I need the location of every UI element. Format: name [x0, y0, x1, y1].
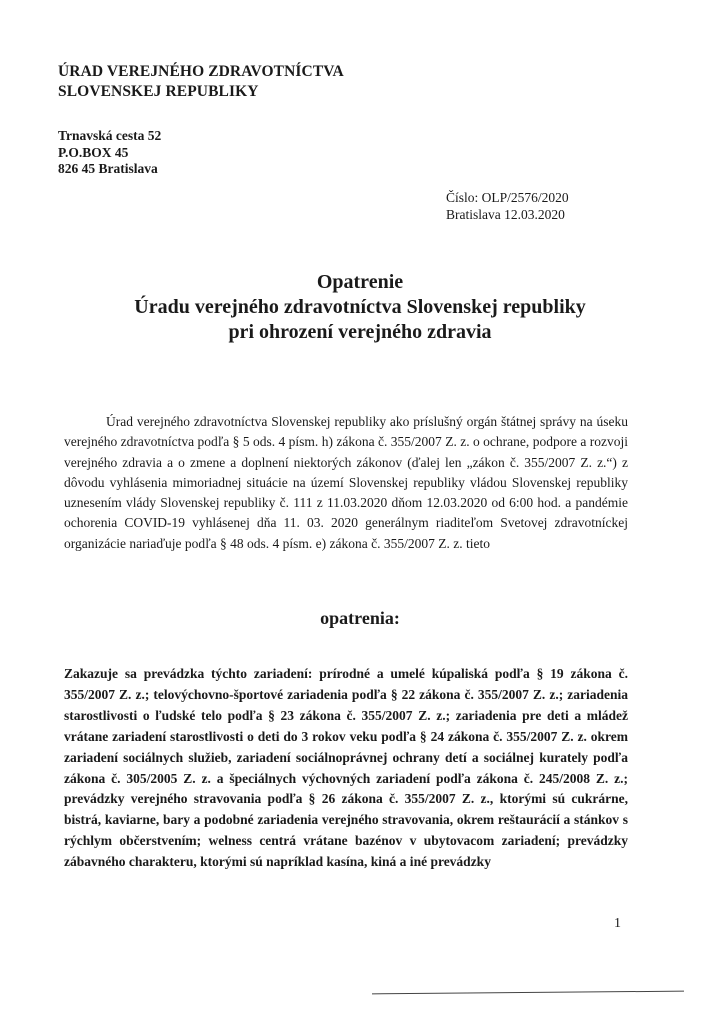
- issuer-address: [58, 128, 161, 178]
- bottom-rule: [372, 991, 684, 995]
- page-number: 1: [614, 916, 621, 931]
- issuer-name: [58, 62, 344, 102]
- intro-paragraph: Úrad verejného zdravotníctva Slovenskej republiky ako príslušný orgán štátnej správy na úseku verejného zdravotníctva podľa § 5 ods. 4 písm. h) zákona č. 355/2007 Z. z. o ochrane, podpore a rozvoji verejného zdravia a o zmene a doplnení niektorých zákonov (ďalej len „zákon č. 355/2007 Z. z.“) z dôvodu vyhlásenia mimoriadnej situácie na území Slovenskej republiky vládou Slovenskej republiky uznesením vlády Slovenskej republiky č. 111 z 11.03.2020 dňom 12.03.2020 od 6:00 hod. a pandémie ochorenia COVID-19 vyhlásenej dňa 11. 03. 2020 generálnym riaditeľom Svetovej zdravotníckej organizácie nariaďuje podľa § 48 ods. 4 písm. e) zákona č. 355/2007 Z. z. tieto: [64, 414, 628, 551]
- measures-paragraph: Zakazuje sa prevádzka týchto zariadení: prírodné a umelé kúpaliská podľa § 19 zákona č. 355/2007 Z. z.; telovýchovno-športové zariadenia podľa § 22 zákona č. 355/2007 Z. z.; zariadenia starostlivosti o ľudské telo podľa § 23 zákona č. 355/2007 Z. z.; zariadenia pre deti a mládež vrátane zariadení starostlivosti o deti do 3 rokov veku podľa § 24 zákona č. 355/2007 Z. z. okrem zariadení sociálnych služieb, zariadení sociálnoprávnej ochrany detí a sociálnej kurately podľa zákona č. 305/2005 Z. z. a špeciálnych výchovných zariadení podľa zákona č. 245/2008 Z. z.; prevádzky verejného stravovania podľa § 26 zákona č. 355/2007 Z. z., ktorými sú cukrárne, bistrá, kaviarne, bary a podobné zariadenia verejného stravovania, okrem reštaurácií a stánkov s rýchlym občerstvením; welness centrá vrátane bazénov v ubytovacom zariadení; prevádzky zábavného charakteru, ktorými sú napríklad kasína, kiná a iné prevádzky: [64, 666, 628, 870]
- issuer-name-line2: SLOVENSKEJ REPUBLIKY: [58, 83, 259, 100]
- title-line2: Úradu verejného zdravotníctva Slovenskej republiky: [134, 296, 586, 318]
- issuer-name-line1: ÚRAD VEREJNÉHO ZDRAVOTNÍCTVA: [58, 63, 344, 80]
- title-line1: Opatrenie: [316, 271, 404, 293]
- address-city: 826 45 Bratislava: [58, 161, 158, 176]
- place-date: Bratislava 12.03.2020: [446, 206, 565, 222]
- address-street: Trnavská cesta 52: [58, 128, 162, 143]
- reference-block: [446, 190, 569, 223]
- measures-heading: opatrenia:: [320, 608, 400, 628]
- reference-number: Číslo: OLP/2576/2020: [446, 190, 569, 205]
- document-title: [60, 270, 660, 345]
- title-line3: pri ohrození verejného zdravia: [228, 321, 492, 343]
- address-pobox: P.O.BOX 45: [58, 144, 129, 160]
